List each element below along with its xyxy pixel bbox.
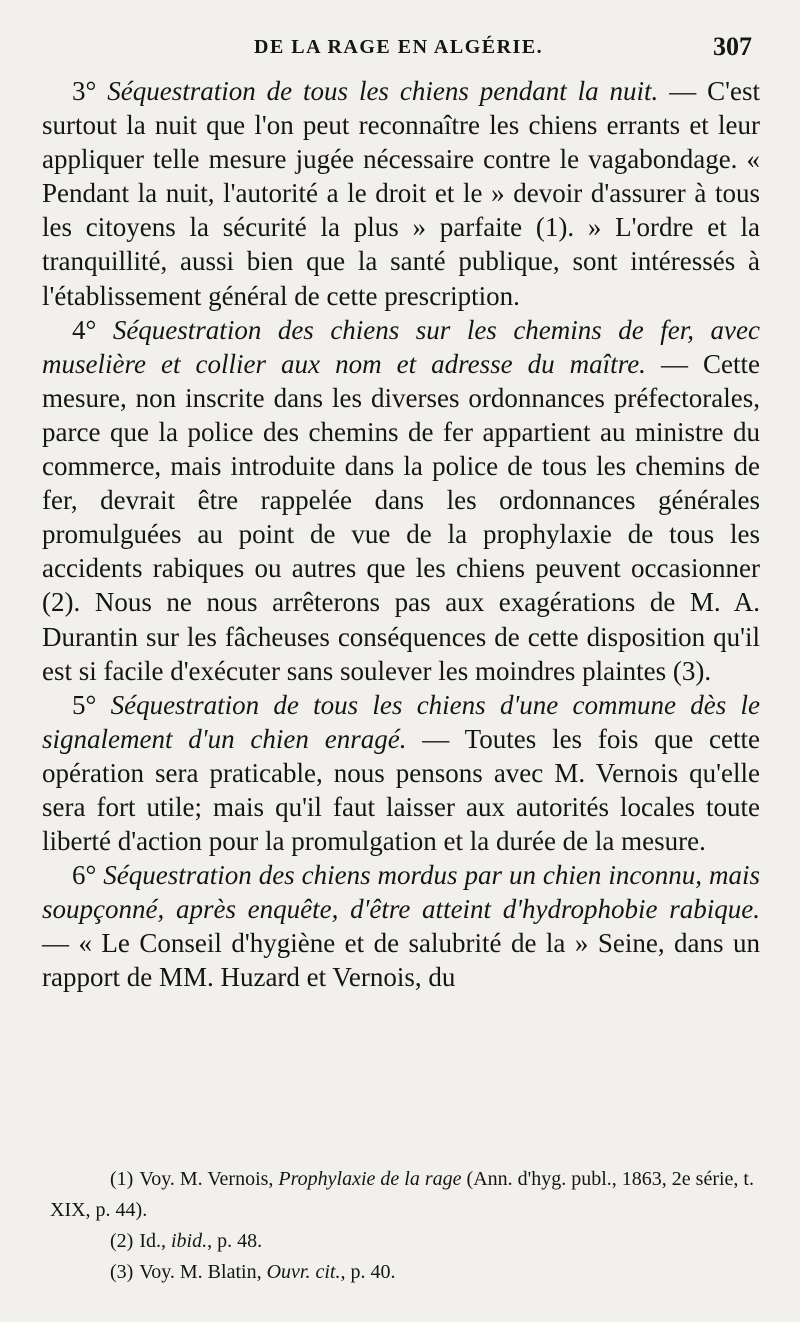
paragraph-number: 6°: [72, 860, 97, 891]
footnote-text: Voy. M. Blatin,: [139, 1261, 267, 1283]
footnotes: [50, 1164, 762, 1288]
page-number: 307: [713, 32, 752, 61]
footnote-3: [50, 1257, 762, 1288]
footnote-text: Id.,: [139, 1230, 171, 1252]
footnote-text: (Ann. d'hyg. publ., 1863, 2e série, t. XIX, p. 44).: [50, 1168, 754, 1221]
paragraph-text: — « Le Conseil d'hygiène et de salubrité de la » Seine, dans un rapport de MM. Huzard et Vernois, du: [42, 928, 760, 993]
footnote-title: Prophylaxie de la rage: [278, 1168, 462, 1190]
paragraph-number: 5°: [72, 689, 97, 720]
footnote-number: (1): [110, 1168, 134, 1190]
footnote-1: [50, 1164, 762, 1226]
footnote-title: ibid.: [171, 1230, 208, 1252]
paragraph-text: — Toutes les fois que cette opération sera praticable, nous pensons avec M. Vernois qu'elle sera fort utile; mais qu'il faut laisser aux autorités locales toute liberté d'action pour la promulgation et la durée de la mesure.: [42, 723, 760, 857]
body-text: [42, 74, 760, 995]
page-header-title: DE LA RAGE EN ALGÉRIE.: [254, 36, 544, 58]
paragraph-heading: Séquestration de tous les chiens d'une commune dès le signalement d'un chien enragé.: [42, 689, 760, 754]
paragraph-number: 3°: [72, 76, 97, 106]
paragraph-4: [42, 313, 760, 688]
paragraph-heading: Séquestration des chiens sur les chemins de fer, avec muselière et collier aux nom et adresse du maître.: [42, 314, 761, 379]
paragraph-heading: Séquestration de tous les chiens pendant la nuit.: [107, 76, 659, 106]
paragraph-6: [42, 858, 760, 994]
paragraph-heading: Séquestration des chiens mordus par un chien inconnu, mais soupçonné, après enquête, d'être atteint d'hydrophobie rabique.: [42, 860, 761, 925]
running-head: [40, 32, 760, 66]
footnote-2: [50, 1226, 762, 1257]
footnote-number: (3): [110, 1261, 134, 1283]
footnote-text: , p. 40.: [340, 1261, 396, 1283]
paragraph-number: 4°: [72, 314, 97, 345]
paragraph-text: — C'est surtout la nuit que l'on peut reconnaître les chiens errants et leur appliquer telle mesure jugée nécessaire contre le vagabondage. « Pendant la nuit, l'autorité a le droit et le » devoir d'assurer à tous les citoyens la sécurité la plus » parfaite (1). » L'ordre et la tranquillité, aussi bien que la santé publique, sont intéressés à l'établissement général de cette prescription.: [42, 76, 761, 311]
footnote-number: (2): [110, 1230, 134, 1252]
paragraph-text: — Cette mesure, non inscrite dans les diverses ordonnances préfectorales, parce que la police des chemins de fer appartient au ministre du commerce, mais introduite dans la police de tous les chemins de fer, devrait être rappelée dans les ordonnances générales promulguées au point de vue de la prophylaxie de tous les accidents rabiques ou autres que les chiens peuvent occasionner (2). Nous ne nous arrêterons pas aux exagérations de M. A. Durantin sur les fâcheuses conséquences de cette disposition qu'il est si facile d'exécuter sans soulever les moindres plaintes (3).: [42, 348, 760, 686]
paragraph-5: [42, 688, 760, 858]
footnote-title: Ouvr. cit.: [266, 1261, 341, 1283]
footnote-text: Voy. M. Vernois,: [139, 1168, 279, 1190]
paragraph-3: [42, 74, 760, 313]
footnote-text: , p. 48.: [207, 1230, 263, 1252]
